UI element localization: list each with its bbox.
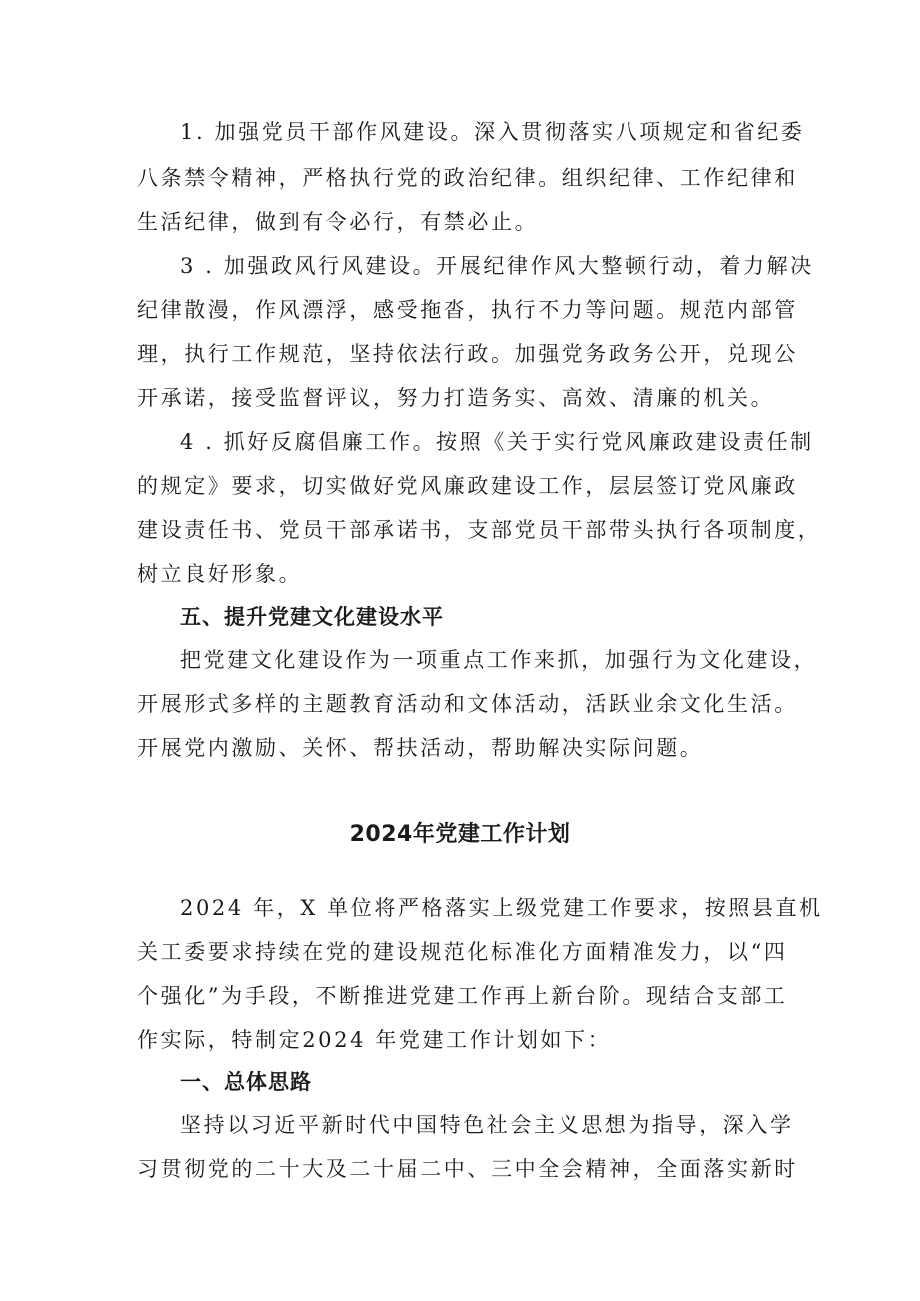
intro-line-3: 个强化”为手段，不断推进党建工作再上新台阶。现结合支部工 — [137, 984, 788, 1008]
paragraph-1-line-3: 生活纪律，做到有令必行，有禁必止。 — [137, 210, 539, 234]
paragraph-1-line-1: 1. 加强党员干部作风建设。深入贯彻落实八项规定和省纪委 — [180, 120, 805, 144]
intro-line-2: 关工委要求持续在党的建设规范化标准化方面精准发力，以“四 — [137, 940, 788, 964]
section-5-line-3: 开展党内激励、关怀、帮扶活动，帮助解决实际问题。 — [137, 736, 704, 760]
section-1-heading: 一、总体思路 — [180, 1070, 312, 1094]
paragraph-3-line-2: 纪律散漫，作风漂浮，感受拖沓，执行不力等问题。规范内部管 — [137, 298, 798, 322]
section-1-line-1: 坚持以习近平新时代中国特色社会主义思想为指导，深入学 — [180, 1113, 794, 1137]
paragraph-3-line-3: 理，执行工作规范，坚持依法行政。加强党务政务公开，兑现公 — [137, 342, 798, 366]
section-5-heading: 五、提升党建文化建设水平 — [180, 605, 444, 629]
paragraph-1-line-2: 八条禁令精神，严格执行党的政治纪律。组织纪律、工作纪律和 — [137, 166, 798, 190]
intro-line-1: 2024 年，X 单位将严格落实上级党建工作要求，按照县直机 — [180, 896, 823, 920]
paragraph-3-line-1: 3 . 加强政风行风建设。开展纪律作风大整顿行动，着力解决 — [180, 254, 814, 278]
paragraph-3-line-4: 开承诺，接受监督评议，努力打造务实、高效、清廉的机关。 — [137, 386, 775, 410]
section-5-line-1: 把党建文化建设作为一项重点工作来抓，加强行为文化建设， — [180, 648, 818, 672]
paragraph-4-line-4: 树立良好形象。 — [137, 562, 303, 586]
section-5-line-2: 开展形式多样的主题教育活动和文体活动，活跃业余文化生活。 — [137, 692, 798, 716]
plan-title: 2024年党建工作计划 — [349, 822, 571, 847]
section-1-line-2: 习贯彻党的二十大及二十届二中、三中全会精神，全面落实新时 — [137, 1157, 798, 1181]
paragraph-4-line-3: 建设责任书、党员干部承诺书，支部党员干部带头执行各项制度， — [137, 518, 822, 542]
intro-line-4: 作实际，特制定2024 年党建工作计划如下： — [137, 1028, 612, 1052]
paragraph-4-line-2: 的规定》要求，切实做好党风廉政建设工作，层层签订党风廉政 — [137, 474, 798, 498]
paragraph-4-line-1: 4 . 抓好反腐倡廉工作。按照《关于实行党风廉政建设责任制 — [180, 430, 814, 454]
